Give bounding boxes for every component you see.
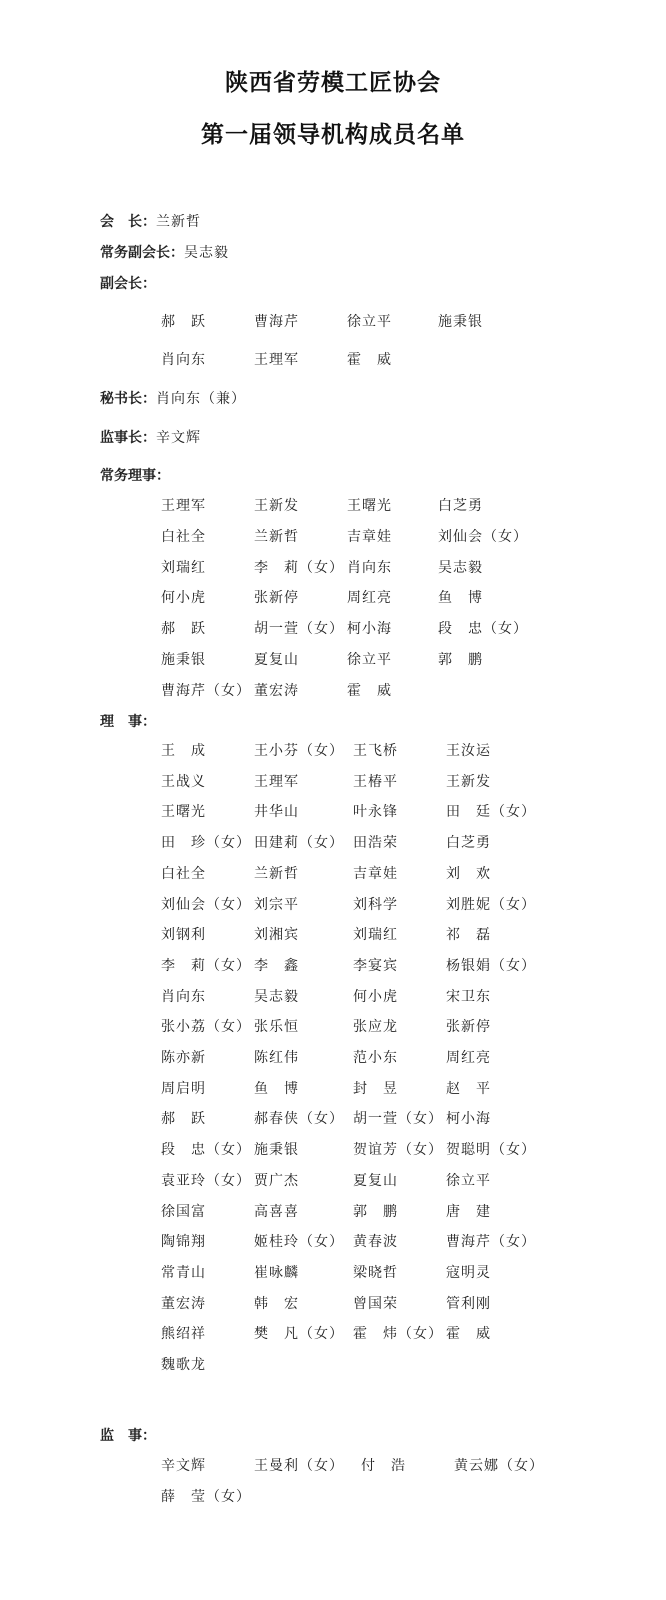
member-name: 刘宗平: [254, 896, 299, 913]
member-name: 吉章娃: [347, 528, 392, 545]
member-name: 辛文辉: [161, 1458, 206, 1474]
member-name: 寇明灵: [446, 1264, 491, 1281]
member-name: 黄云娜（女）: [454, 1458, 544, 1474]
member-name: 管利刚: [446, 1295, 491, 1312]
member-name: 郝春侠（女）: [254, 1111, 344, 1128]
member-name: 田建莉（女）: [254, 835, 344, 852]
member-name: 李 莉（女）: [254, 559, 344, 576]
member-name: 魏歌龙: [161, 1357, 206, 1373]
supervisors-label: 监 事：: [100, 1428, 156, 1444]
member-name: 樊 凡（女）: [254, 1326, 344, 1343]
member-name: 白芝勇: [446, 835, 491, 852]
member-name: 祁 磊: [446, 927, 491, 944]
secretary-general-name: 肖向东（兼）: [156, 391, 246, 407]
member-name: 徐立平: [347, 652, 392, 668]
member-name: 王椿平: [353, 773, 398, 790]
member-name: 刘胜妮（女）: [446, 896, 536, 913]
member-name: 郝 跃: [161, 621, 206, 638]
member-name: 张新停: [446, 1019, 491, 1036]
member-name: 何小虎: [353, 988, 398, 1005]
member-name: 柯小海: [446, 1111, 491, 1128]
member-name: 霍 威: [347, 352, 392, 368]
member-name: 张新停: [254, 590, 299, 607]
supervisors-heading: [100, 1425, 156, 1445]
member-name: 曹海芹（女）: [446, 1234, 536, 1251]
member-name: 刘瑞红: [161, 559, 206, 576]
secretary-general-label: 秘书长：: [100, 391, 156, 407]
member-name: 贾广杰: [254, 1172, 299, 1189]
member-name: 韩 宏: [254, 1295, 299, 1312]
member-name: 王小芬（女）: [254, 743, 344, 759]
member-name: 付 浩: [361, 1458, 406, 1474]
member-name: 霍 炜（女）: [353, 1326, 443, 1343]
member-name: 柯小海: [347, 621, 392, 638]
member-name: 肖向东: [347, 559, 392, 576]
member-name: 曹海芹（女）: [161, 682, 251, 699]
directors-label: 理 事：: [100, 714, 156, 730]
member-name: 黄春波: [353, 1234, 398, 1251]
member-name: 何小虎: [161, 590, 206, 607]
exec-vice-president-name: 吴志毅: [184, 245, 229, 261]
member-name: 吉章娃: [353, 865, 398, 882]
member-name: 贺聪明（女）: [446, 1142, 536, 1159]
member-name: 赵 平: [446, 1080, 491, 1097]
member-name: 王战义: [161, 773, 206, 790]
member-name: 王新发: [254, 498, 299, 514]
supervisor-chief-line: [100, 427, 201, 447]
member-name: 周红亮: [347, 590, 392, 607]
member-name: 杨银娟（女）: [446, 957, 536, 974]
member-name: 叶永锋: [353, 804, 398, 821]
member-name: 段 忠（女）: [161, 1142, 251, 1159]
member-name: 徐国富: [161, 1203, 206, 1220]
member-name: 刘湘宾: [254, 927, 299, 944]
member-name: 董宏涛: [161, 1295, 206, 1312]
member-name: 陈红伟: [254, 1050, 299, 1066]
member-name: 常青山: [161, 1264, 206, 1281]
president-name: 兰新哲: [156, 214, 201, 230]
member-name: 范小东: [353, 1050, 398, 1066]
member-name: 唐 建: [446, 1203, 491, 1220]
member-name: 刘仙会（女）: [161, 896, 251, 913]
member-name: 胡一萱（女）: [254, 621, 344, 638]
member-name: 胡一萱（女）: [353, 1111, 443, 1128]
standing-directors-label: 常务理事：: [100, 468, 170, 484]
vice-presidents-label: 副会长：: [100, 276, 156, 292]
supervisor-chief-label: 监事长：: [100, 430, 156, 446]
member-name: 郝 跃: [161, 1111, 206, 1128]
document-title-line2: 第一届领导机构成员名单: [201, 122, 465, 148]
exec-vice-president-label: 常务副会长：: [100, 245, 184, 261]
member-name: 王新发: [446, 773, 491, 790]
member-name: 王曙光: [161, 804, 206, 821]
exec-vice-president-line: [100, 242, 229, 262]
member-name: 宋卫东: [446, 988, 491, 1005]
member-name: 高喜喜: [254, 1203, 299, 1220]
member-name: 徐立平: [347, 314, 392, 330]
member-name: 曹海芹: [254, 314, 299, 330]
member-name: 陈亦新: [161, 1050, 206, 1066]
member-name: 薛 莹（女）: [161, 1489, 251, 1505]
member-name: 夏复山: [254, 652, 299, 668]
member-name: 田 珍（女）: [161, 835, 251, 852]
supervisor-chief-name: 辛文辉: [156, 430, 201, 446]
member-name: 鱼 博: [254, 1080, 299, 1097]
member-name: 熊绍祥: [161, 1326, 206, 1343]
member-name: 王汝运: [446, 743, 491, 759]
member-name: 白芝勇: [438, 498, 483, 514]
member-name: 刘仙会（女）: [438, 528, 528, 545]
member-name: 王曙光: [347, 498, 392, 514]
member-name: 封 昱: [353, 1080, 398, 1097]
member-name: 周红亮: [446, 1050, 491, 1066]
member-name: 李 鑫: [254, 957, 299, 974]
member-name: 田 廷（女）: [446, 804, 536, 821]
member-name: 郭 鹏: [353, 1203, 398, 1220]
member-name: 姬桂玲（女）: [254, 1234, 344, 1251]
member-name: 董宏涛: [254, 682, 299, 699]
member-name: 段 忠（女）: [438, 621, 528, 638]
member-name: 王飞桥: [353, 743, 398, 759]
member-name: 施秉银: [254, 1142, 299, 1159]
document-title-line1: 陕西省劳模工匠协会: [225, 70, 441, 96]
president-line: [100, 211, 201, 231]
member-name: 张乐恒: [254, 1019, 299, 1036]
member-name: 肖向东: [161, 352, 206, 368]
member-name: 吴志毅: [254, 988, 299, 1005]
member-name: 白社全: [161, 865, 206, 882]
member-name: 鱼 博: [438, 590, 483, 607]
member-name: 白社全: [161, 528, 206, 545]
member-name: 夏复山: [353, 1172, 398, 1189]
member-name: 徐立平: [446, 1172, 491, 1189]
directors-heading: [100, 711, 156, 731]
member-name: 张小荔（女）: [161, 1019, 251, 1036]
member-name: 井华山: [254, 804, 299, 821]
member-name: 王 成: [161, 743, 206, 759]
member-name: 周启明: [161, 1080, 206, 1097]
member-name: 吴志毅: [438, 559, 483, 576]
member-name: 王理军: [254, 352, 299, 368]
member-name: 梁晓哲: [353, 1264, 398, 1281]
member-name: 刘钢利: [161, 927, 206, 944]
member-name: 霍 威: [347, 682, 392, 699]
standing-directors-heading: [100, 465, 170, 485]
president-label: 会 长：: [100, 214, 156, 230]
member-name: 郭 鹏: [438, 652, 483, 668]
vice-presidents-heading: [100, 273, 156, 293]
member-name: 贺谊芳（女）: [353, 1142, 443, 1159]
member-name: 刘 欢: [446, 865, 491, 882]
member-name: 王曼利（女）: [254, 1458, 344, 1474]
member-name: 李 莉（女）: [161, 957, 251, 974]
member-name: 施秉银: [438, 314, 483, 330]
member-name: 刘瑞红: [353, 927, 398, 944]
member-name: 袁亚玲（女）: [161, 1172, 251, 1189]
member-name: 刘科学: [353, 896, 398, 913]
secretary-general-line: [100, 388, 246, 408]
member-name: 陶锦翔: [161, 1234, 206, 1251]
member-name: 兰新哲: [254, 865, 299, 882]
member-name: 曾国荣: [353, 1295, 398, 1312]
member-name: 李宴宾: [353, 957, 398, 974]
member-name: 霍 威: [446, 1326, 491, 1343]
member-name: 王理军: [161, 498, 206, 514]
member-name: 郝 跃: [161, 314, 206, 330]
member-name: 肖向东: [161, 988, 206, 1005]
member-name: 王理军: [254, 773, 299, 790]
member-name: 崔咏麟: [254, 1264, 299, 1281]
member-name: 兰新哲: [254, 528, 299, 545]
member-name: 张应龙: [353, 1019, 398, 1036]
member-name: 施秉银: [161, 652, 206, 668]
member-name: 田浩荣: [353, 835, 398, 852]
